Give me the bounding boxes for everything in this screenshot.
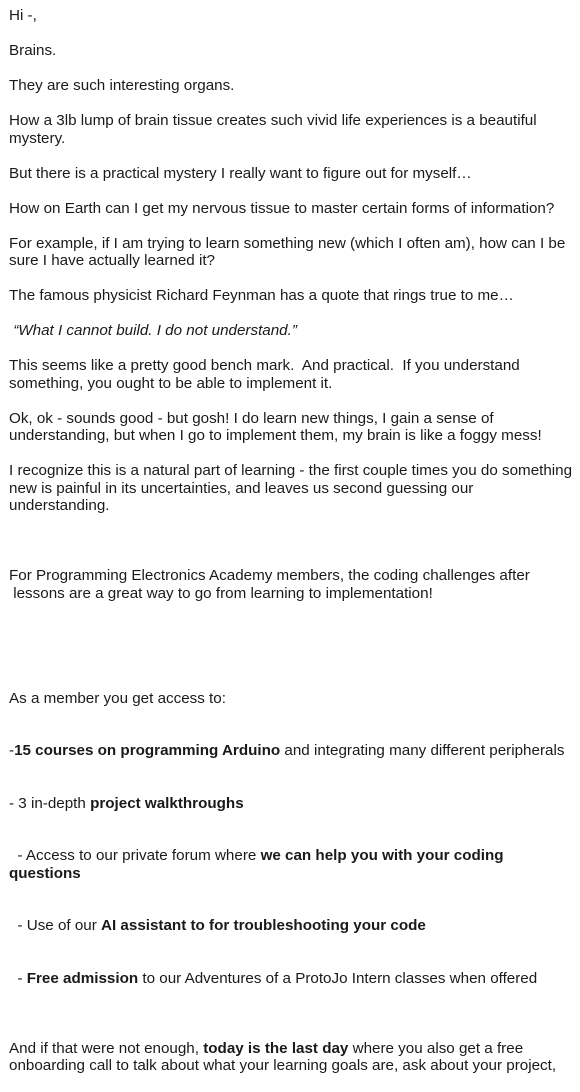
last-day-bold: today is the last day [203,1039,349,1057]
feynman-quote: “What I cannot build. I do not understand.” [9,322,297,339]
paragraph-learning: I recognize this is a natural part of learning - the first couple times you do something new is painful in its uncertainties, and leaves us second guessing our understanding. [9,462,577,514]
benefit-forum-prefix: - Access to our private forum where [9,847,261,864]
paragraph-brains: Brains. [9,42,57,59]
members-line-1: For Programming Electronics Academy members, the coding challenges after [9,567,530,584]
paragraph-benchmark: This seems like a pretty good bench mark. And practical. If you understand something, you ought to be able to implement it. [9,357,524,392]
benefits-list [9,655,574,1023]
benefit-free-bold: Free admission [26,969,139,987]
benefit-courses-rest: and integrating many different peripherals [280,742,565,759]
benefit-free-prefix: - [9,969,27,987]
last-day-rest: where you also get a free onboarding call to talk about what your learning goals are, ask about your project, [9,1039,557,1074]
benefit-free-admission [9,970,574,988]
benefit-ai-prefix: - Use of our [9,917,102,934]
benefit-walkthroughs-prefix: - 3 in-depth [9,794,91,812]
email-body [9,7,577,1092]
benefit-ai-bold: AI assistant to for troubleshooting your code [101,917,426,934]
paragraph-practical-mystery: But there is a practical mystery I really want to figure out for myself… [9,164,472,182]
benefit-walkthroughs [9,795,574,813]
benefit-forum [9,847,574,882]
greeting: Hi -, [9,7,37,24]
members-line-2: lessons are a great way to go from learning to implementation! [9,584,433,602]
benefit-courses-prefix: - [9,742,15,759]
paragraph-organs: They are such interesting organs. [9,77,235,94]
benefit-walkthroughs-bold: project walkthroughs [90,794,244,812]
paragraph-foggy-mess: Ok, ok - sounds good - but gosh! I do learn new things, I gain a sense of understanding, but when I go to implement them, my brain is like a foggy mess! [9,409,542,444]
paragraph-members [9,532,574,637]
benefit-forum-bold: we can help you with your coding questions [9,847,508,882]
benefit-ai-assistant [9,917,574,935]
last-day-prefix: And if that were not enough, [9,1039,204,1057]
paragraph-feynman: The famous physicist Richard Feynman has a quote that rings true to me… [9,287,514,304]
paragraph-mystery: How a 3lb lump of brain tissue creates such vivid life experiences is a beautiful mystery. [9,112,541,147]
benefits-intro: As a member you get access to: [9,689,226,707]
paragraph-example: For example, if I am trying to learn something new (which I often am), how can I be sure I have actually learned it? [9,234,570,269]
benefit-courses-bold: 15 courses on programming Arduino [14,742,281,759]
benefit-free-rest: to our Adventures of a ProtoJo Intern classes when offered [138,969,538,987]
paragraph-last-day [9,1040,574,1075]
paragraph-nervous-tissue: How on Earth can I get my nervous tissue to master certain forms of information? [9,199,555,217]
benefit-courses [9,742,574,760]
